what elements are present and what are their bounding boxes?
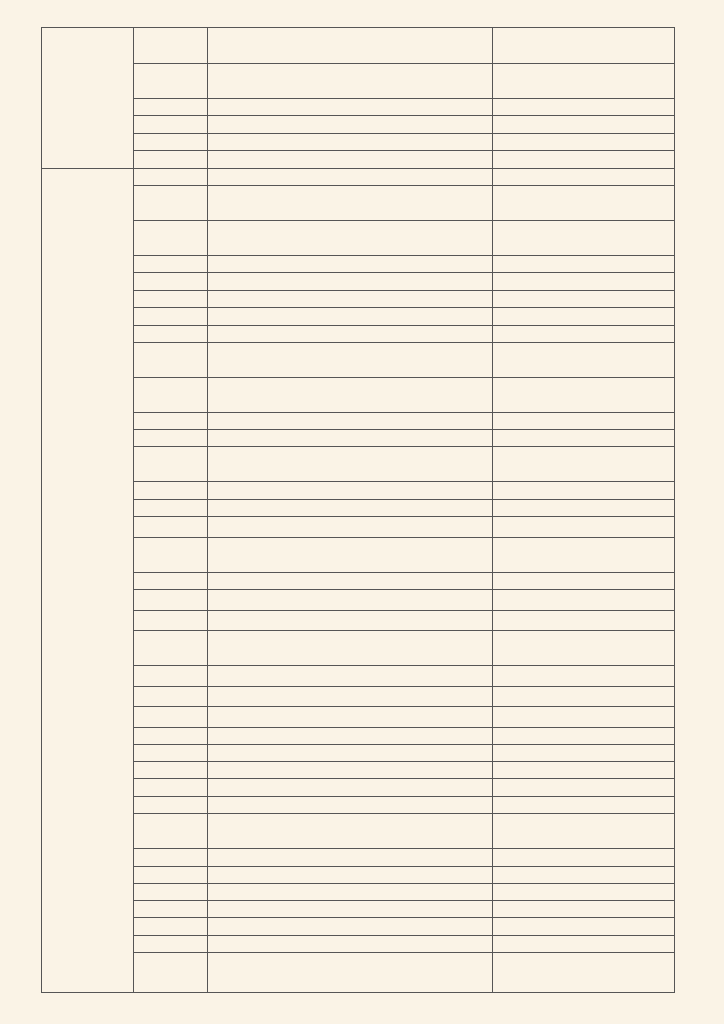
note-cell	[493, 936, 675, 953]
note-cell	[493, 707, 675, 728]
events-cell	[208, 687, 493, 707]
event-text	[212, 631, 492, 648]
calendar-row	[42, 151, 675, 169]
calendar-row	[42, 745, 675, 762]
note-cell	[493, 430, 675, 447]
day-cell	[134, 482, 208, 500]
day-cell	[134, 116, 208, 134]
note-cell	[493, 413, 675, 430]
event-text	[212, 611, 492, 628]
events-cell	[208, 291, 493, 308]
events-cell	[208, 221, 493, 256]
events-cell	[208, 64, 493, 99]
note-cell	[493, 326, 675, 343]
event-text	[212, 687, 492, 704]
calendar-row	[42, 343, 675, 378]
events-cell	[208, 413, 493, 430]
calendar-row	[42, 482, 675, 500]
day-cell	[134, 447, 208, 482]
note-cell	[493, 953, 675, 993]
day-cell	[134, 797, 208, 814]
calendar-row	[42, 707, 675, 728]
calendar-row	[42, 867, 675, 884]
calendar-row	[42, 447, 675, 482]
day-cell	[134, 779, 208, 797]
calendar-row	[42, 814, 675, 849]
calendar-row	[42, 762, 675, 779]
note-cell	[493, 611, 675, 631]
events-cell	[208, 901, 493, 918]
events-cell	[208, 728, 493, 745]
events-cell	[208, 186, 493, 221]
event-text	[212, 517, 492, 534]
day-cell	[134, 707, 208, 728]
day-cell	[134, 256, 208, 273]
calendar-table	[41, 27, 675, 993]
event-text	[212, 555, 492, 572]
note-cell	[493, 797, 675, 814]
event-text	[212, 221, 492, 238]
events-cell	[208, 779, 493, 797]
event-text	[212, 238, 492, 255]
note-cell	[493, 378, 675, 413]
event-text	[212, 849, 492, 866]
day-cell	[134, 666, 208, 687]
event-text	[212, 970, 492, 987]
calendar-row	[42, 728, 675, 745]
events-cell	[208, 611, 493, 631]
events-cell	[208, 884, 493, 901]
note-cell	[493, 134, 675, 151]
note-cell	[493, 186, 675, 221]
event-text	[212, 308, 492, 325]
events-cell	[208, 814, 493, 849]
event-text	[212, 378, 492, 395]
event-text	[212, 116, 492, 133]
calendar-row	[42, 538, 675, 573]
day-cell	[134, 728, 208, 745]
day-cell	[134, 134, 208, 151]
event-text	[212, 203, 492, 220]
calendar-row	[42, 611, 675, 631]
note-cell	[493, 687, 675, 707]
note-cell	[493, 99, 675, 116]
day-cell	[134, 430, 208, 447]
events-cell	[208, 256, 493, 273]
day-cell	[134, 151, 208, 169]
note-cell	[493, 918, 675, 936]
note-cell	[493, 590, 675, 611]
event-text	[212, 64, 492, 81]
events-cell	[208, 273, 493, 291]
events-cell	[208, 517, 493, 538]
event-text	[212, 779, 492, 796]
events-cell	[208, 762, 493, 779]
note-cell	[493, 814, 675, 849]
event-text	[212, 273, 492, 290]
day-cell	[134, 186, 208, 221]
calendar-row	[42, 901, 675, 918]
events-cell	[208, 482, 493, 500]
note-cell	[493, 631, 675, 666]
note-cell	[493, 291, 675, 308]
events-cell	[208, 28, 493, 64]
event-text	[212, 28, 492, 45]
calendar-row	[42, 99, 675, 116]
note-cell	[493, 151, 675, 169]
day-cell	[134, 745, 208, 762]
event-text	[212, 482, 492, 499]
calendar-row	[42, 134, 675, 151]
day-cell	[134, 343, 208, 378]
day-cell	[134, 918, 208, 936]
day-cell	[134, 273, 208, 291]
month-cell	[42, 169, 134, 993]
calendar-row	[42, 291, 675, 308]
note-cell	[493, 867, 675, 884]
event-text	[212, 666, 492, 683]
day-cell	[134, 762, 208, 779]
events-cell	[208, 936, 493, 953]
day-cell	[134, 611, 208, 631]
day-cell	[134, 64, 208, 99]
event-text	[212, 538, 492, 555]
calendar-row	[42, 590, 675, 611]
note-cell	[493, 169, 675, 186]
calendar-row	[42, 64, 675, 99]
day-cell	[134, 517, 208, 538]
day-cell	[134, 867, 208, 884]
events-cell	[208, 326, 493, 343]
event-text	[212, 447, 492, 464]
note-cell	[493, 745, 675, 762]
calendar-row	[42, 517, 675, 538]
day-cell	[134, 573, 208, 590]
event-text	[212, 953, 492, 970]
note-cell	[493, 779, 675, 797]
events-cell	[208, 378, 493, 413]
event-text	[212, 45, 492, 62]
events-cell	[208, 169, 493, 186]
calendar-row	[42, 849, 675, 867]
events-cell	[208, 707, 493, 728]
day-cell	[134, 849, 208, 867]
event-text	[212, 464, 492, 481]
events-cell	[208, 447, 493, 482]
calendar-row	[42, 666, 675, 687]
calendar-row	[42, 573, 675, 590]
event-text	[212, 918, 492, 935]
note-cell	[493, 901, 675, 918]
calendar-row	[42, 413, 675, 430]
note-cell	[493, 447, 675, 482]
note-cell	[493, 762, 675, 779]
events-cell	[208, 666, 493, 687]
calendar-row	[42, 256, 675, 273]
event-text	[212, 151, 492, 168]
day-cell	[134, 901, 208, 918]
note-cell	[493, 884, 675, 901]
calendar-row	[42, 918, 675, 936]
calendar-row	[42, 186, 675, 221]
calendar-row	[42, 884, 675, 901]
day-cell	[134, 631, 208, 666]
note-cell	[493, 64, 675, 99]
note-cell	[493, 256, 675, 273]
note-cell	[493, 343, 675, 378]
note-cell	[493, 517, 675, 538]
event-text	[212, 707, 492, 724]
day-cell	[134, 814, 208, 849]
event-text	[212, 186, 492, 203]
events-cell	[208, 430, 493, 447]
note-cell	[493, 116, 675, 134]
events-cell	[208, 745, 493, 762]
calendar-body	[42, 28, 675, 993]
event-text	[212, 360, 492, 377]
note-cell	[493, 538, 675, 573]
events-cell	[208, 500, 493, 517]
calendar-row	[42, 631, 675, 666]
day-cell	[134, 413, 208, 430]
calendar-row	[42, 28, 675, 64]
note-cell	[493, 28, 675, 64]
events-cell	[208, 116, 493, 134]
events-cell	[208, 343, 493, 378]
day-cell	[134, 378, 208, 413]
day-cell	[134, 884, 208, 901]
calendar-row	[42, 221, 675, 256]
events-cell	[208, 867, 493, 884]
calendar-row	[42, 378, 675, 413]
calendar-row	[42, 430, 675, 447]
note-cell	[493, 308, 675, 326]
month-cell	[42, 28, 134, 169]
event-text	[212, 831, 492, 848]
calendar-row	[42, 797, 675, 814]
calendar-row	[42, 936, 675, 953]
day-cell	[134, 28, 208, 64]
events-cell	[208, 797, 493, 814]
events-cell	[208, 953, 493, 993]
day-cell	[134, 291, 208, 308]
day-cell	[134, 308, 208, 326]
day-cell	[134, 590, 208, 611]
events-cell	[208, 573, 493, 590]
note-cell	[493, 500, 675, 517]
events-cell	[208, 849, 493, 867]
calendar-row	[42, 953, 675, 993]
calendar-row	[42, 779, 675, 797]
events-cell	[208, 590, 493, 611]
note-cell	[493, 728, 675, 745]
note-cell	[493, 666, 675, 687]
calendar-row	[42, 169, 675, 186]
events-cell	[208, 918, 493, 936]
note-cell	[493, 573, 675, 590]
events-cell	[208, 631, 493, 666]
events-cell	[208, 99, 493, 116]
event-text	[212, 395, 492, 412]
note-cell	[493, 221, 675, 256]
day-cell	[134, 169, 208, 186]
day-cell	[134, 326, 208, 343]
calendar-row	[42, 308, 675, 326]
event-text	[212, 343, 492, 360]
day-cell	[134, 936, 208, 953]
day-cell	[134, 221, 208, 256]
day-cell	[134, 953, 208, 993]
calendar-row	[42, 326, 675, 343]
events-cell	[208, 308, 493, 326]
calendar-row	[42, 273, 675, 291]
note-cell	[493, 482, 675, 500]
events-cell	[208, 134, 493, 151]
event-text	[212, 648, 492, 665]
day-cell	[134, 538, 208, 573]
calendar-row	[42, 687, 675, 707]
event-text	[212, 81, 492, 98]
event-text	[212, 814, 492, 831]
note-cell	[493, 849, 675, 867]
day-cell	[134, 99, 208, 116]
day-cell	[134, 500, 208, 517]
events-cell	[208, 151, 493, 169]
calendar-row	[42, 500, 675, 517]
note-cell	[493, 273, 675, 291]
calendar-row	[42, 116, 675, 134]
events-cell	[208, 538, 493, 573]
day-cell	[134, 687, 208, 707]
